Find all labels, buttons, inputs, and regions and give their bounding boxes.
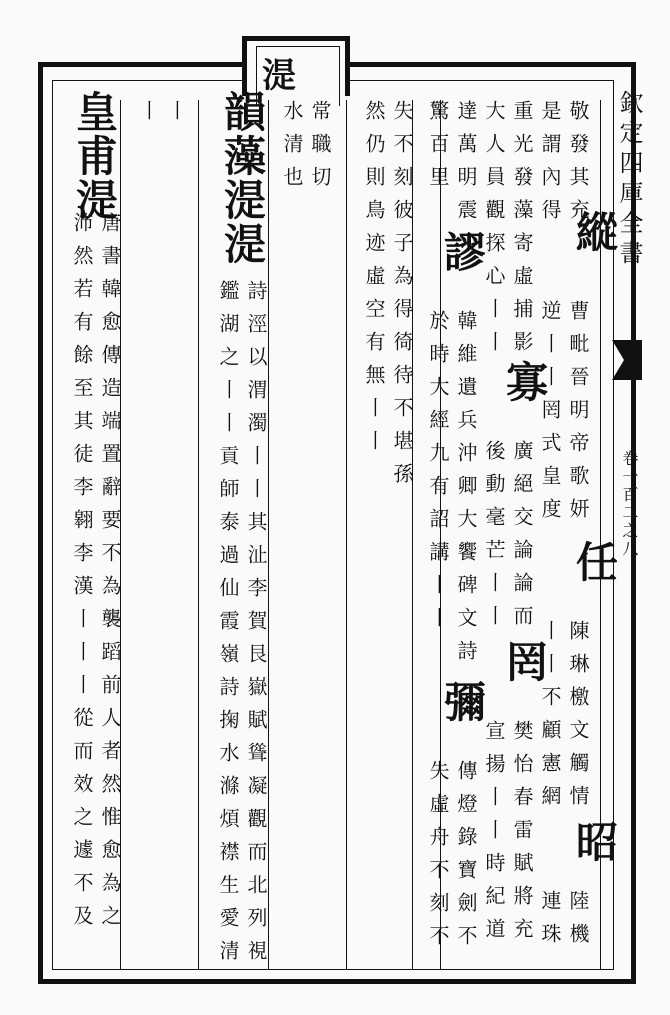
text-column: 失虛舟不刻不 [426,760,450,958]
text-column: 然仍則鳥迹虛空有無丨丨 [362,100,386,463]
text-column: 陳琳檄文觸情 [566,620,590,818]
text-column: 驚百里 [426,100,450,199]
text-column: 達萬明震 [454,100,478,232]
headword-column: 寡 [500,360,549,404]
headword-column: 罔 [500,640,549,684]
text-column: 於時大經九有詔講丨丨 [426,310,450,640]
text-column: 丨丨不顧憲網 [538,620,562,818]
headword-column: 彌 [438,680,487,724]
text-column: 沛然若有餘至其徒李翱李漢丨丨丨從而效之遽不及 [70,212,94,938]
headword-column: 皇甫湜 [70,90,119,222]
text-column: 詩涇以渭濁丨丨其沚李賀艮嶽賦聳凝觀而北列視 [244,280,268,973]
text-column: 陸機 [566,890,590,956]
text-column: 是謂內得 [538,100,562,232]
text-column: 常職切 [308,100,332,199]
text-column: 大人員觀探心丨丨 [482,100,506,364]
text-column: 唐書韓愈傳造端置辭要不為襲蹈前人者然惟愈為之 [98,212,122,938]
margin-book-title: 欽定四庫全書 [615,90,643,270]
text-column: 曹毗晉明帝歌妍 [566,300,590,531]
text-column: 丨 [136,100,160,133]
headword-column: 韻藻湜湜 [218,90,267,266]
text-column: 傳燈錄寶劍不 [454,760,478,958]
text-column: 鑑湖之丨丨貢師泰過仙霞嶺詩掬水滌煩襟生愛清 [216,280,240,973]
text-column: 樊怡春雷賦將充 [510,720,534,951]
column-rule [198,100,199,970]
header-character: 湜 [262,56,296,96]
text-column: 韓維遺兵沖卿大饗碑文詩 [454,310,478,673]
headword-column: 謬 [438,230,487,274]
text-column: 廣絕交論論而 [510,440,534,638]
text-column: 連珠 [538,890,562,956]
headword-column: 任 [570,540,619,584]
text-column: 水清也 [280,100,304,199]
headword-column: 縱 [570,210,619,254]
column-rule [346,100,347,970]
text-column: 後動毫芒丨丨 [482,440,506,638]
headword-column: 昭 [570,820,619,864]
text-column: 丨 [164,100,188,133]
text-column: 重光發藻寄虛捕影 [510,100,534,364]
text-column: 敬發其充 [566,100,590,232]
text-column: 逆丨丨罔式皇度 [538,300,562,531]
text-column: 失不刻彼子為得徛待不堪孫 [390,100,414,496]
text-column: 宣揚丨丨時紀道 [482,720,506,951]
margin-volume-label: 卷一百二之八 [620,450,639,558]
